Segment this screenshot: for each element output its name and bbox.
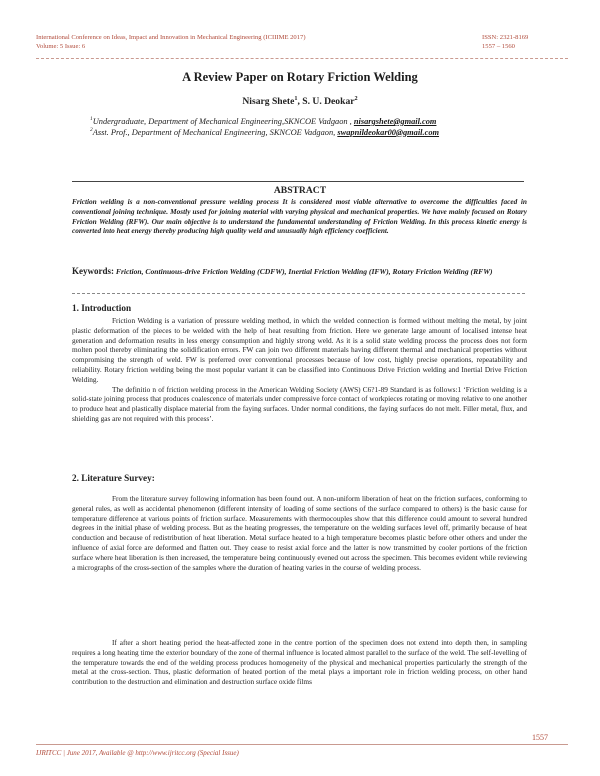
page-range: 1557 – 1560: [482, 42, 515, 50]
section-2-paragraph-2-text: If after a short heating period the heat-affected zone in the centre portion of the specimen does not extend into depth then, in sampling requires a long heating time the exterior boundary of the zone of thermal influence is located almost parallel to the surface of the weld. The self-levelling of the temperature towards the end of the welding process produces homogeneity of the physical and mechanical properties particularly the strength of the metal at the cross-section. Thus, plastic deformation of heated portion of the metal plays a important role in friction welding process, on other hand contribution to the destruction and elimination and destruction surface oxide films: [72, 638, 527, 687]
author-1-email-link[interactable]: nisargshete@gmail.com: [353, 117, 437, 126]
author-1-sup: 1: [294, 94, 298, 102]
section-2-heading: 2. Literature Survey:: [72, 473, 155, 483]
affiliation-2-text: Asst. Prof., Department of Mechanical Engineering, SKNCOE Vadgaon,: [92, 127, 338, 137]
affiliation-1: [90, 117, 550, 128]
section-2-paragraph-2: [72, 638, 527, 687]
author-2-sup: 2: [354, 94, 358, 102]
author-2: S. U. Deokar: [302, 96, 355, 107]
author-1: Nisarg Shete: [242, 96, 295, 107]
author-line: Nisarg Shete$^1$, S. U. Deokar$^2$: [242, 94, 358, 107]
keywords: [72, 266, 527, 277]
section-2-paragraph-1-text: From the literature survey following information has been found out. A non-uniform liberation of heat on the friction surfaces, conforming to general rules, as well as accidental phenomenon (different intensity of loading of some sections of the surface compared to others) is the basic cause for temperature difference at various points of friction surface. Measurements with thermocouples show that this difference could amount to several hundred degrees in the initial phase of welding process. But as the heating progresses, the temperature on the welding surfaces level off, primarily because of heat conduction and because of redistribution of heat liberation. Metal surface heated to a high temperature becomes plastic before other others and under the influence of axial force are deformed and flatten out. They cease to resist axial force and the latter is now transmitted by cooler portions of the friction surface where heat liberation is then increased, the temperature being continuously evened out across the specimen. This becomes evident while reviewing a micrographs of the cross-section of the samples where the duration of heating varies in the course of welding process.: [72, 494, 527, 572]
abstract-divider: [72, 181, 524, 182]
section-2-paragraph-1: [72, 494, 527, 572]
abstract-text: Friction welding is a non-conventional pressure welding process It is considered most viable alternative to overcome the difficulties faced in conventional joining technique. Mostly used for joining material with varying physical and mechanical properties. We have mainly focused on Rotary Friction Welding (RFW). Our main objective is to understand the fundamental understanding of Friction Welding. In this process kinetic energy is converted into heat energy thereby producing high quality weld and unusually high efficiency coefficient.: [72, 197, 527, 236]
keywords-label: Keywords:: [72, 266, 114, 276]
issn: ISSN: 2321-8169: [482, 34, 529, 41]
section-1-heading: 1. Introduction: [72, 303, 132, 313]
paper-title: A Review Paper on Rotary Friction Welding: [182, 70, 418, 84]
author-2-email-link[interactable]: swapnildeokar00@gmail.com: [337, 127, 440, 137]
footer-divider: [36, 744, 568, 745]
volume-issue: Volume: 5 Issue: 6: [36, 42, 86, 50]
affiliation-1-text: Undergraduate, Department of Mechanical Engineering,SKNCOE Vadgaon ,: [92, 117, 354, 126]
header-divider: [36, 58, 568, 59]
page-number: 1557: [532, 733, 548, 742]
running-header-left: [36, 34, 416, 51]
affiliation-1-sup: 1: [90, 116, 93, 123]
section-1-paragraph-2: The definitio n of friction welding process in the American Welding Society (AWS) C6?1-89 Standard is as follows:1 ‘Friction welding is a solid-state joining process that produces coalescence of materials under compressive force contact of workpieces rotating or moving relative to one another to produce heat and plastically displace material from the faying surfaces. Under normal conditions, the faying surfaces do not melt. Filler metal, flux, and shielding gas are not required with this process’.: [72, 384, 527, 423]
affiliations: [90, 117, 550, 138]
keywords-text: Friction, Continuous-drive Friction Welding (CDFW), Inertial Friction Welding (IFW), Rotary Friction Welding (RFW): [114, 267, 493, 276]
affiliation-2: [90, 128, 550, 139]
section-1-paragraph-1: Friction Welding is a variation of pressure welding method, in which the welded connection is formed without melting the metal, by joint plastic deformation of the pieces to be welded with the help of heat resulting from friction. Here we generate large amount of localised intense heat generation and deformation results in less energy consumption and highly strong weld. As it is a solid state welding process the process does not form molten pool thereby eliminating the solidification errors. FW can join two different materials having different thermal and mechanical properties without compromising the strength of weld. FW is preferred over conventional processes because of low cost, highly precise operations, repeatability and reliability. Rotary friction welding being the most popular variant it can be classified into Continuous Drive Friction welding and Inertial Drive Friction Welding.: [72, 316, 527, 384]
conference-name: International Conference on Ideas, Impact and Innovation in Mechanical Engineering (ICIIIME 2017): [36, 34, 306, 41]
abstract-heading: ABSTRACT: [273, 185, 327, 196]
running-header-right: [482, 34, 572, 51]
keywords-divider: [72, 293, 525, 294]
section-1-body: [72, 316, 527, 424]
affiliation-2-sup: 2: [90, 126, 93, 133]
footer-citation: IJRITCC | June 2017, Available @ http://www.ijritcc.org (Special Issue): [36, 749, 239, 757]
